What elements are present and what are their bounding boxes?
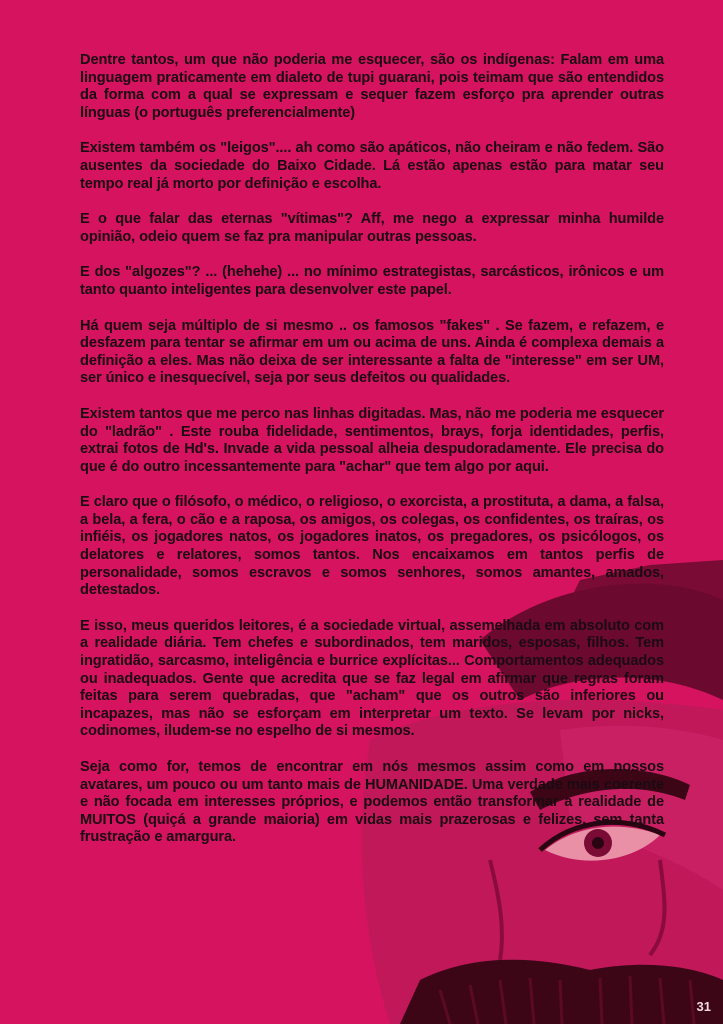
paragraph: Seja como for, temos de encontrar em nós mesmos assim como em nossos avatares, um pouco ou um tanto mais de HUMANIDADE. Uma verdade mais coerente e não focada em interesses próprios, e podemos então transformar a realidade de MUITOS (quiçá a grande maioria) em vidas mais prazerosas e felizes, sem tanta frustração e amargura. bbox=[80, 759, 664, 846]
paragraph: Existem também os "leigos".... ah como são apáticos, não cheiram e não fedem. São ausentes da sociedade do Baixo Cidade. Lá estão apenas estão para matar seu tempo real já morto por definição e escolha. bbox=[80, 140, 664, 192]
paragraph: Dentre tantos, um que não poderia me esquecer, são os indígenas: Falam em uma linguagem praticamente em dialeto de tupi guarani, pois teimam que são entendidos da forma com a qual se expressam e sequer fazem esforço pra aprender outras línguas (o português preferencialmente) bbox=[80, 52, 664, 121]
paragraph: E claro que o filósofo, o médico, o religioso, o exorcista, a prostituta, a dama, a falsa, a bela, a fera, o cão e a raposa, os amigos, os colegas, os confidentes, os traíras, os infiéis, os jogadores natos, os jogadores inatos, os pregadores, os psicólogos, os delatores e relatores, somos tantos. Nos encaixamos em tantos perfis de personalidade, somos escravos e somos senhores, somos amantes, amados, detestados. bbox=[80, 494, 664, 599]
article-body bbox=[80, 52, 664, 865]
paragraph: E dos "algozes"? ... (hehehe) ... no mínimo estrategistas, sarcásticos, irônicos e um tanto quanto inteligentes para desenvolver este papel. bbox=[80, 264, 664, 298]
paragraph: Existem tantos que me perco nas linhas digitadas. Mas, não me poderia me esquecer do "ladrão" . Este rouba fidelidade, sentimentos, brays, forja identidades, perfis, extrai fotos de Hd's. Invade a vida pessoal alheia despudoradamente. Ele precisa do que é do outro incessantemente para "achar" que tem algo por aqui. bbox=[80, 405, 664, 475]
page-number: 31 bbox=[696, 999, 711, 1014]
paragraph: E o que falar das eternas "vítimas"? Aff, me nego a expressar minha humilde opinião, odeio quem se faz pra manipular outras pessoas. bbox=[80, 211, 664, 245]
paragraph: E isso, meus queridos leitores, é a sociedade virtual, assemelhada em absoluto com a realidade diária. Tem chefes e subordinados, tem maridos, esposas, filhos. Tem ingratidão, sarcasmo, inteligência e burrice explícitas... Comportamentos adequados ou inadequados. Gente que acredita que se faz legal em afirmar que regras foram feitas para serem quebradas, que "acham" que os outros são inferiores ou incapazes, mas não se esforçam em interpretar um texto. Se levam por nicks, codinomes, iludem-se no espelho de si mesmos. bbox=[80, 617, 664, 740]
paragraph: Há quem seja múltiplo de si mesmo .. os famosos "fakes" . Se fazem, e refazem, e desfazem para tentar se afirmar em um ou acima de uns. Ainda é complexa demais a definição a eles. Mas não deixa de ser interessante a falta de "interesse" em ser UM, ser único e inesquecível, seja por seus defeitos ou qualidades. bbox=[80, 317, 664, 387]
